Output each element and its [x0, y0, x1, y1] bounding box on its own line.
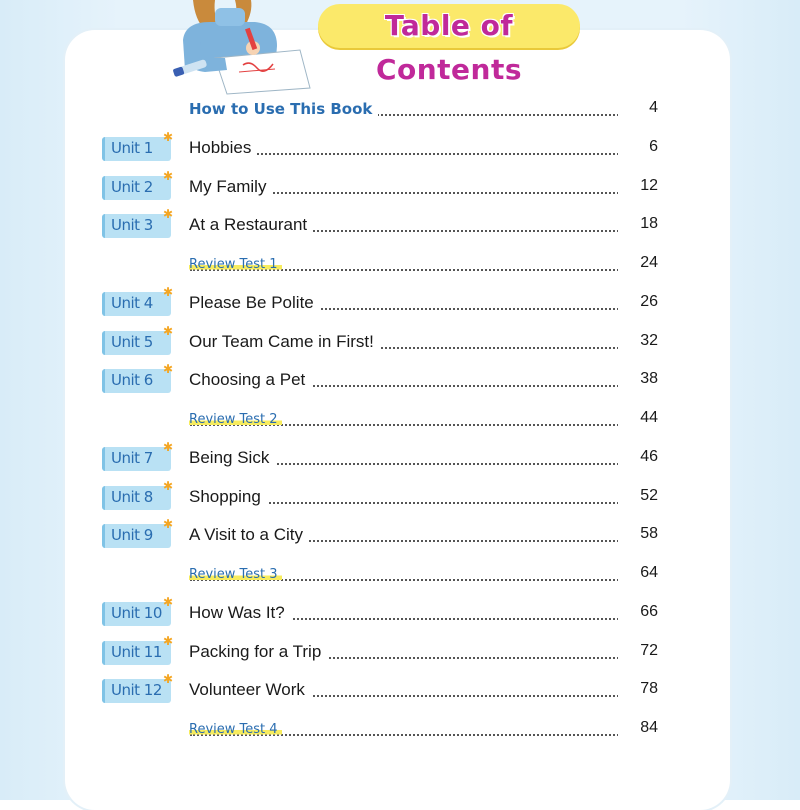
star-icon: ✱ — [163, 362, 174, 377]
review-test-title: Review Test 4 — [189, 722, 282, 737]
entry-title: Hobbies — [189, 138, 257, 158]
star-icon: ✱ — [163, 439, 174, 454]
unit-tab — [102, 214, 171, 238]
unit-label: Unit 5 — [111, 332, 153, 351]
entry-title: Volunteer Work — [189, 680, 311, 700]
star-icon: ✱ — [163, 672, 174, 687]
unit-tab — [102, 292, 171, 316]
entry-title: Choosing a Pet — [189, 370, 311, 390]
entry-title: How to Use This Book — [189, 100, 378, 118]
toc-row[interactable] — [0, 478, 800, 513]
entry-title: My Family — [189, 177, 272, 197]
toc-row[interactable] — [0, 439, 800, 474]
unit-tab — [102, 137, 171, 161]
entry-title: At a Restaurant — [189, 215, 313, 235]
star-icon: ✱ — [163, 517, 174, 532]
star-icon: ✱ — [163, 478, 174, 493]
page-number: 46 — [618, 448, 658, 466]
unit-label: Unit 11 — [111, 642, 162, 661]
girl-drawing-illustration — [165, 0, 315, 95]
page-number: 84 — [618, 719, 658, 737]
toc-row[interactable] — [0, 672, 800, 706]
toc-row[interactable] — [0, 517, 800, 551]
page-number: 32 — [618, 332, 658, 350]
unit-label: Unit 6 — [111, 371, 153, 390]
toc-row[interactable] — [0, 362, 800, 396]
page-title: Table of Contents — [375, 9, 523, 86]
page-number: 26 — [618, 293, 658, 311]
unit-tab — [102, 369, 171, 393]
unit-label: Unit 4 — [111, 293, 153, 312]
page-number: 44 — [618, 409, 658, 427]
toc-row[interactable] — [0, 168, 800, 203]
unit-label: Unit 1 — [111, 138, 153, 157]
unit-tab — [102, 486, 171, 510]
entry-title: A Visit to a City — [189, 525, 309, 545]
toc-row[interactable] — [0, 207, 800, 241]
star-icon: ✱ — [163, 168, 174, 183]
toc-row[interactable] — [0, 95, 800, 125]
review-test-title: Review Test 3 — [189, 567, 282, 582]
unit-tab — [102, 641, 171, 665]
page-number: 38 — [618, 370, 658, 388]
page-number: 72 — [618, 642, 658, 660]
entry-title: Please Be Polite — [189, 293, 320, 313]
toc-row[interactable] — [0, 560, 800, 590]
toc-row[interactable] — [0, 405, 800, 435]
toc-row[interactable] — [0, 594, 800, 629]
toc-row[interactable] — [0, 715, 800, 745]
unit-label: Unit 10 — [111, 603, 162, 622]
review-test-title: Review Test 1 — [189, 257, 282, 272]
page-number: 78 — [618, 680, 658, 698]
entry-title: How Was It? — [189, 603, 291, 623]
page-number: 52 — [618, 487, 658, 505]
entry-title: Packing for a Trip — [189, 642, 327, 662]
star-icon: ✱ — [163, 323, 174, 338]
entry-title: Being Sick — [189, 448, 275, 468]
toc-row[interactable] — [0, 323, 800, 358]
star-icon: ✱ — [163, 129, 174, 144]
star-icon: ✱ — [163, 633, 174, 648]
toc-row[interactable] — [0, 633, 800, 668]
unit-tab — [102, 679, 171, 703]
star-icon: ✱ — [163, 207, 174, 222]
toc-row[interactable] — [0, 284, 800, 319]
entry-title: Shopping — [189, 487, 267, 507]
star-icon: ✱ — [163, 594, 174, 609]
review-test-title: Review Test 2 — [189, 412, 282, 427]
page-number: 58 — [618, 525, 658, 543]
toc-row[interactable] — [0, 129, 800, 164]
unit-label: Unit 9 — [111, 526, 153, 545]
unit-tab — [102, 447, 171, 471]
unit-label: Unit 3 — [111, 216, 153, 235]
toc-row[interactable] — [0, 250, 800, 280]
page-number: 12 — [618, 177, 658, 195]
page-number: 24 — [618, 254, 658, 272]
unit-label: Unit 2 — [111, 177, 153, 196]
title-banner — [318, 4, 580, 86]
page-number: 4 — [618, 99, 658, 117]
page-number: 6 — [618, 138, 658, 156]
unit-label: Unit 8 — [111, 487, 153, 506]
page-number: 66 — [618, 603, 658, 621]
unit-tab — [102, 602, 171, 626]
page-number: 64 — [618, 564, 658, 582]
star-icon: ✱ — [163, 284, 174, 299]
entry-title: Our Team Came in First! — [189, 332, 380, 352]
unit-label: Unit 7 — [111, 448, 153, 467]
unit-label: Unit 12 — [111, 681, 162, 700]
page-number: 18 — [618, 215, 658, 233]
unit-tab — [102, 176, 171, 200]
unit-tab — [102, 331, 171, 355]
unit-tab — [102, 524, 171, 548]
